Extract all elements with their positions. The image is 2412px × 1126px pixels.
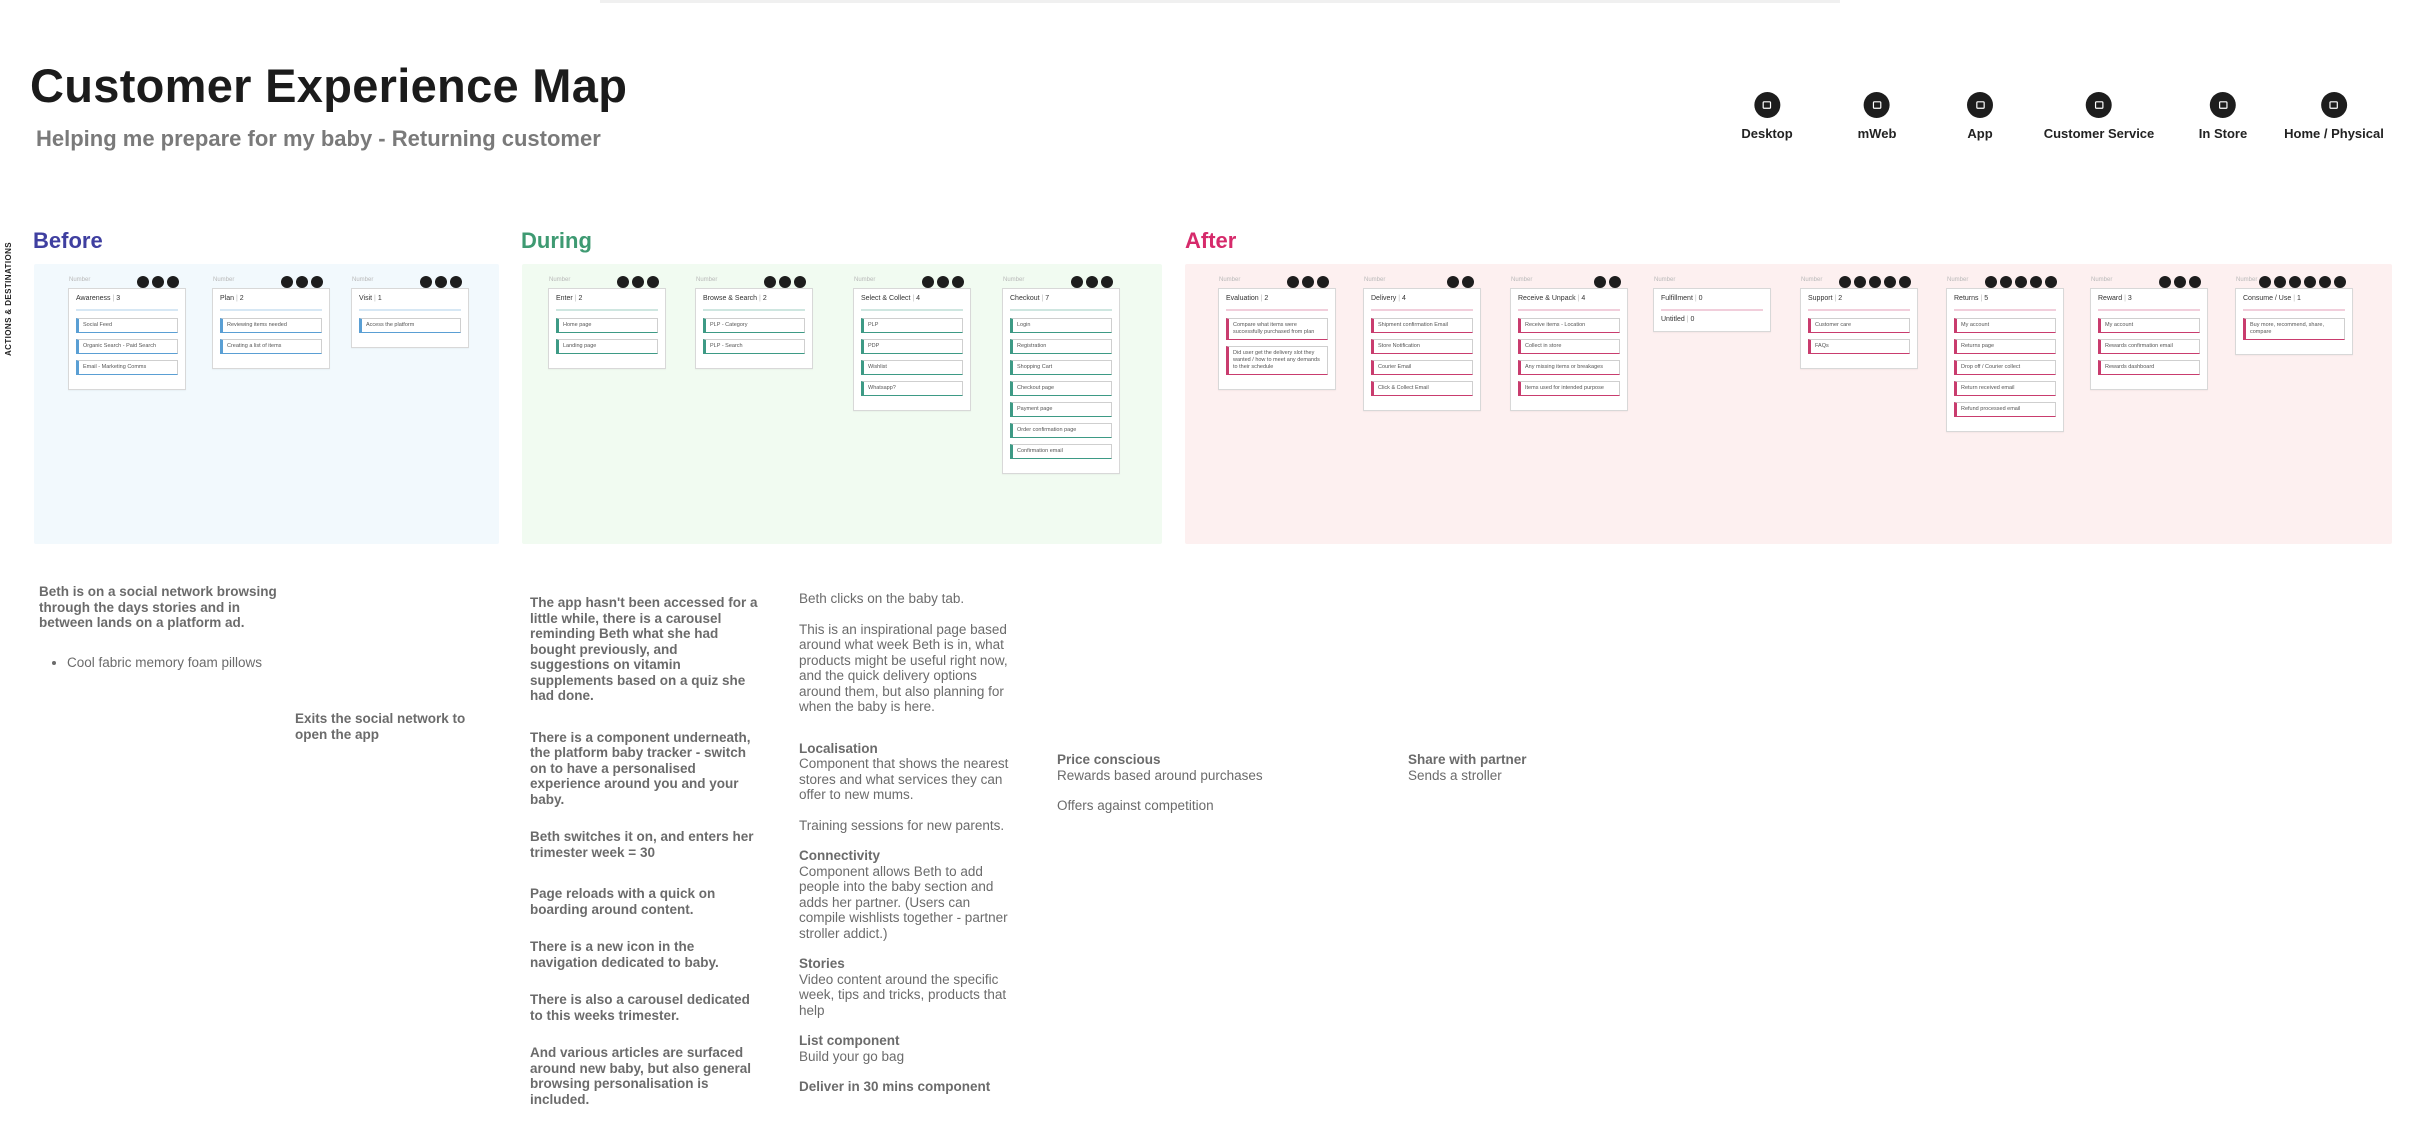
section-heading: List component: [799, 1033, 900, 1048]
channel-5: [2284, 92, 2384, 141]
before-note-list: [67, 655, 289, 671]
phone-call-icon: [2086, 92, 2112, 118]
before-note-bullet: • Cool fabric memory foam pillows: [67, 655, 289, 671]
stage-kicker: Number: [1801, 277, 1823, 283]
section-heading: Stories: [799, 956, 845, 971]
stage-count: 3: [2127, 295, 2132, 302]
channel-legend: [0, 92, 2412, 152]
stage-header: Delivery | 4: [1371, 295, 1406, 302]
stage-item[interactable]: PDP: [861, 339, 963, 354]
before-panel: [34, 264, 499, 544]
stage-name: Evaluation: [1226, 295, 1259, 302]
stage-name: Browse & Search: [703, 295, 758, 302]
after-share-note: [1408, 752, 1608, 783]
stage-channel-icons: [281, 276, 323, 288]
stage-divider: [1518, 309, 1620, 311]
stage-browse-search[interactable]: [695, 277, 813, 369]
stage-header: Browse & Search | 2: [703, 295, 767, 302]
before-exit-note: Exits the social network to open the app: [295, 711, 466, 742]
stage-channel-icons: [617, 276, 659, 288]
channel-dot-icon: [617, 276, 629, 288]
stage-name: Visit: [359, 295, 373, 302]
channel-dot-icon: [1071, 276, 1083, 288]
channel-3: [2044, 92, 2155, 141]
home-icon: [2321, 92, 2347, 118]
stage-item[interactable]: Courier Email: [1371, 360, 1473, 375]
channel-dot-icon: [2189, 276, 2201, 288]
stage-name: Select & Collect: [861, 295, 911, 302]
stage-channel-icons: [922, 276, 964, 288]
channel-dot-icon: [1854, 276, 1866, 288]
channel-dot-icon: [647, 276, 659, 288]
after-price-note: [1057, 752, 1297, 814]
channel-dot-icon: [1609, 276, 1621, 288]
stage-kicker: Number: [2236, 277, 2258, 283]
stage-item[interactable]: Payment page: [1010, 402, 1112, 417]
stage-header: Plan | 2: [220, 295, 244, 302]
section-text: Component that shows the nearest stores and what services they can offer to new mums.: [799, 756, 1009, 802]
stage-divider: [1371, 309, 1473, 311]
stage-kicker: Number: [1511, 277, 1533, 283]
stage-kicker: Number: [1364, 277, 1386, 283]
stage-kicker: Number: [1947, 277, 1969, 283]
channel-dot-icon: [1086, 276, 1098, 288]
phone-app-icon: [1967, 92, 1993, 118]
channel-dot-icon: [167, 276, 179, 288]
channel-dot-icon: [435, 276, 447, 288]
during-section: [799, 848, 1019, 941]
channel-dot-icon: [1869, 276, 1881, 288]
channel-dot-icon: [281, 276, 293, 288]
channel-dot-icon: [1447, 276, 1459, 288]
stage-header: Receive & Unpack | 4: [1518, 295, 1586, 302]
stage-count: 2: [239, 295, 244, 302]
during-intro: Beth clicks on the baby tab.: [799, 591, 965, 606]
stage-awareness[interactable]: [68, 277, 186, 390]
section-text: Component allows Beth to add people into the baby section and adds her partner. (Users can compile wishlists together - partner stroller addict.): [799, 863, 1008, 941]
phase-title-during: During: [521, 228, 592, 253]
channel-label: mWeb: [1857, 126, 1897, 141]
channel-dot-icon: [952, 276, 964, 288]
stage-enter[interactable]: [548, 277, 666, 369]
stage-item[interactable]: My account: [2098, 318, 2200, 333]
stage-item[interactable]: Returns page: [1954, 339, 2056, 354]
stage-name: Returns: [1954, 295, 1979, 302]
channel-dot-icon: [632, 276, 644, 288]
stage-header: Fulfillment | 0: [1661, 295, 1703, 302]
section-text: Video content around the specific week, tips and tricks, products that help: [799, 971, 1007, 1018]
stage-kicker: Number: [549, 277, 571, 283]
channel-dot-icon: [1462, 276, 1474, 288]
price-text-2: Offers against competition: [1057, 798, 1214, 813]
channel-dot-icon: [779, 276, 791, 288]
stage-header: Consume / Use | 1: [2243, 295, 2301, 302]
stage-divider: [220, 309, 322, 311]
during-section: [799, 818, 1019, 834]
channel-dot-icon: [296, 276, 308, 288]
mobile-web-icon: [1864, 92, 1890, 118]
during-right-notes: [799, 591, 1019, 1110]
stage-name: Receive & Unpack: [1518, 295, 1576, 302]
channel-dot-icon: [420, 276, 432, 288]
stage-header: Support | 2: [1808, 295, 1843, 302]
during-section: [799, 956, 1019, 1018]
stage-channel-icons: [2259, 276, 2346, 288]
channel-dot-icon: [2045, 276, 2057, 288]
channel-0: [1741, 92, 1792, 141]
stage-plan[interactable]: [212, 277, 330, 369]
stage-item[interactable]: Access the platform: [359, 318, 461, 333]
stage-name: Awareness: [76, 295, 111, 302]
stage-delivery[interactable]: [1363, 277, 1481, 411]
stage-item[interactable]: Home page: [556, 318, 658, 333]
channel-dot-icon: [152, 276, 164, 288]
stage-divider: [861, 309, 963, 311]
channel-dot-icon: [2304, 276, 2316, 288]
stage-item[interactable]: Did user get the delivery slot they wanted / how to meet any demands to their schedule: [1226, 346, 1328, 375]
stage-name: Reward: [2098, 295, 2123, 302]
stage-kicker: Number: [696, 277, 718, 283]
stage-channel-icons: [1071, 276, 1113, 288]
after-panel: [1185, 264, 2392, 544]
stage-support[interactable]: [1800, 277, 1918, 369]
channel-dot-icon: [2259, 276, 2271, 288]
stage-channel-icons: [764, 276, 806, 288]
stage-checkout[interactable]: [1002, 277, 1120, 474]
during-panel: [522, 264, 1162, 544]
stage-kicker: Number: [1654, 277, 1676, 283]
stage-name: Enter: [556, 295, 573, 302]
during-note-paragraph: And various articles are surfaced around new baby, but also general browsing personalisation is included.: [530, 1045, 752, 1107]
section-text: Build your go bag: [799, 1048, 905, 1064]
stage-item[interactable]: Rewards dashboard: [2098, 360, 2200, 375]
stage-count: 5: [1984, 295, 1989, 302]
channel-dot-icon: [1302, 276, 1314, 288]
channel-dot-icon: [922, 276, 934, 288]
before-note-main: Beth is on a social network browsing through the days stories and in between lands on a platform ad.: [39, 584, 277, 630]
channel-dot-icon: [1985, 276, 1997, 288]
channel-dot-icon: [2030, 276, 2042, 288]
stage-count: 1: [377, 295, 382, 302]
stage-item[interactable]: Any missing items or breakages: [1518, 360, 1620, 375]
channel-dot-icon: [764, 276, 776, 288]
stage-count: 4: [1402, 295, 1406, 302]
stage-count: 2: [578, 295, 583, 302]
channel-dot-icon: [1317, 276, 1329, 288]
stage-item[interactable]: Shopping Cart: [1010, 360, 1112, 375]
stage-item[interactable]: Return received email: [1954, 381, 2056, 396]
stage-count: 1: [2296, 295, 2301, 302]
stage-item[interactable]: Order confirmation page: [1010, 423, 1112, 438]
stage-channel-icons: [1287, 276, 1329, 288]
channel-label: Customer Service: [2043, 126, 2155, 141]
stage-header: Select & Collect | 4: [861, 295, 921, 302]
stage-count: 2: [1264, 295, 1269, 302]
channel-dot-icon: [2334, 276, 2346, 288]
stage-item[interactable]: Checkout page: [1010, 381, 1112, 396]
channel-dot-icon: [2174, 276, 2186, 288]
stage-kicker: Number: [1219, 277, 1241, 283]
stage-item[interactable]: Shipment confirmation Email: [1371, 318, 1473, 333]
stage-item[interactable]: FAQs: [1808, 339, 1910, 354]
stage-item[interactable]: My account: [1954, 318, 2056, 333]
stage-item[interactable]: Compare what items were successfully purchased from plan: [1226, 318, 1328, 340]
stage-kicker: Number: [854, 277, 876, 283]
during-note-paragraph: Page reloads with a quick on boarding around content.: [530, 886, 716, 917]
stage-divider: [1010, 309, 1112, 311]
channel-dot-icon: [137, 276, 149, 288]
page-title: Customer Experience Map: [30, 59, 628, 112]
stage-consume-use[interactable]: [2235, 277, 2353, 355]
stage-item[interactable]: Receive items - Location: [1518, 318, 1620, 333]
page-subtitle: Helping me prepare for my baby - Returning customer: [36, 126, 601, 151]
during-note-paragraph: Beth switches it on, and enters her trimester week = 30: [530, 829, 754, 860]
stage-item[interactable]: Collect in store: [1518, 339, 1620, 354]
channel-dot-icon: [794, 276, 806, 288]
stage-channel-icons: [1447, 276, 1474, 288]
during-note-paragraph: There is also a carousel dedicated to this weeks trimester.: [530, 992, 750, 1023]
stage-divider: [1661, 309, 1763, 311]
stage-count: 3: [116, 295, 121, 302]
before-note: [39, 584, 289, 670]
stage-item[interactable]: Social Feed: [76, 318, 178, 333]
stage-item[interactable]: Rewards confirmation email: [2098, 339, 2200, 354]
stage-header: Enter | 2: [556, 295, 583, 302]
channel-dot-icon: [2319, 276, 2331, 288]
stage-item[interactable]: Email - Marketing Comms: [76, 360, 178, 375]
phase-title-before: Before: [33, 228, 103, 253]
stage-divider: [2098, 309, 2200, 311]
stage-item[interactable]: Login: [1010, 318, 1112, 333]
stage-item[interactable]: Organic Search - Paid Search: [76, 339, 178, 354]
stage-header: Reward | 3: [2098, 295, 2132, 302]
channel-dot-icon: [2015, 276, 2027, 288]
extra-count: 0: [1690, 316, 1695, 323]
stage-item[interactable]: Store Notification: [1371, 339, 1473, 354]
stage-count: 7: [1045, 295, 1050, 302]
channel-dot-icon: [1899, 276, 1911, 288]
channel-label: App: [1967, 126, 1993, 141]
stage-item[interactable]: PLP: [861, 318, 963, 333]
stage-item[interactable]: Refund processed email: [1954, 402, 2056, 417]
stage-item[interactable]: Confirmation email: [1010, 444, 1112, 459]
stage-receive-unpack[interactable]: [1510, 277, 1628, 411]
stage-kicker: Number: [1003, 277, 1025, 283]
channel-dot-icon: [1101, 276, 1113, 288]
section-heading: Deliver in 30 mins component: [799, 1079, 991, 1094]
during-description: This is an inspirational page based around what week Beth is in, what products might be useful right now, and the quick delivery options around them, but also planning for when the baby is here.: [799, 621, 1008, 714]
stage-name: Fulfillment: [1661, 295, 1693, 302]
stage-name: Plan: [220, 295, 235, 302]
stage-count: 4: [1581, 295, 1586, 302]
channel-label: Home / Physical: [2284, 126, 2384, 141]
phase-title-after: After: [1185, 228, 1237, 253]
channel-4: [2199, 92, 2247, 141]
channel-dot-icon: [2274, 276, 2286, 288]
stage-item[interactable]: Creating a list of items: [220, 339, 322, 354]
stage-divider: [1954, 309, 2056, 311]
top-divider: [600, 0, 1840, 3]
stage-header: Visit | 1: [359, 295, 382, 302]
channel-2: [1967, 92, 1993, 141]
channel-dot-icon: [1839, 276, 1851, 288]
channel-dot-icon: [1287, 276, 1299, 288]
store-icon: [2210, 92, 2236, 118]
channel-1: [1858, 92, 1897, 141]
stage-header: Returns | 5: [1954, 295, 1989, 302]
desktop-icon: [1754, 92, 1780, 118]
stage-item[interactable]: Drop off / Courier collect: [1954, 360, 2056, 375]
stage-name: Consume / Use: [2243, 295, 2292, 302]
share-heading: Share with partner: [1408, 752, 1527, 767]
stage-divider: [556, 309, 658, 311]
stage-item[interactable]: PLP - Category: [703, 318, 805, 333]
channel-dot-icon: [1594, 276, 1606, 288]
stage-fulfillment[interactable]: [1653, 277, 1771, 332]
share-text: Sends a stroller: [1408, 767, 1502, 783]
stage-channel-icons: [1985, 276, 2057, 288]
price-text: Rewards based around purchases: [1057, 767, 1263, 783]
during-note-paragraph: There is a new icon in the navigation dedicated to baby.: [530, 939, 719, 970]
channel-dot-icon: [450, 276, 462, 288]
stage-item[interactable]: Customer care: [1808, 318, 1910, 333]
stage-kicker: Number: [213, 277, 235, 283]
stage-channel-icons: [2159, 276, 2201, 288]
stage-count: 2: [1838, 295, 1843, 302]
during-section: [799, 1033, 1019, 1064]
stage-item[interactable]: Reviewing items needed: [220, 318, 322, 333]
stage-item[interactable]: Buy more, recommend, share, compare: [2243, 318, 2345, 340]
stage-count: 0: [1698, 295, 1703, 302]
stage-divider: [359, 309, 461, 311]
channel-dot-icon: [311, 276, 323, 288]
section-heading: Connectivity: [799, 848, 881, 863]
stage-kicker: Number: [352, 277, 374, 283]
stage-header: Evaluation | 2: [1226, 295, 1269, 302]
channel-dot-icon: [2289, 276, 2301, 288]
during-note-paragraph: There is a component underneath, the platform baby tracker - switch on to have a personalised experience around you and your baby.: [530, 729, 751, 807]
stage-channel-icons: [137, 276, 179, 288]
during-section: [799, 1079, 1019, 1095]
channel-dot-icon: [937, 276, 949, 288]
stage-kicker: Number: [2091, 277, 2113, 283]
stage-reward[interactable]: [2090, 277, 2208, 390]
stage-extra: Untitled | 0: [1661, 316, 1695, 323]
stage-item[interactable]: Registration: [1010, 339, 1112, 354]
stage-divider: [2243, 309, 2345, 311]
stage-divider: [1226, 309, 1328, 311]
channel-label: In Store: [2198, 126, 2248, 141]
stage-count: 4: [916, 295, 921, 302]
stage-name: Support: [1808, 295, 1833, 302]
stage-count: 2: [762, 295, 767, 302]
stage-item[interactable]: PLP - Search: [703, 339, 805, 354]
stage-divider: [703, 309, 805, 311]
section-text: Training sessions for new parents.: [799, 817, 1005, 833]
during-note-paragraph: The app hasn't been accessed for a little while, there is a carousel reminding Beth what she had bought previously, and suggestions on vitamin supplements based on a quiz she had done.: [530, 595, 758, 703]
channel-dot-icon: [2000, 276, 2012, 288]
during-section: [799, 741, 1019, 803]
price-heading: Price conscious: [1057, 752, 1161, 767]
during-left-notes: [530, 595, 760, 1107]
stage-evaluation[interactable]: [1218, 277, 1336, 390]
stage-kicker: Number: [69, 277, 91, 283]
stage-item[interactable]: Landing page: [556, 339, 658, 354]
stage-divider: [1808, 309, 1910, 311]
stage-item[interactable]: Click & Collect Email: [1371, 381, 1473, 396]
stage-divider: [76, 309, 178, 311]
stage-header: Awareness | 3: [76, 295, 121, 302]
stage-item[interactable]: Wishlist: [861, 360, 963, 375]
stage-header: Checkout | 7: [1010, 295, 1050, 302]
stage-item[interactable]: Items used for intended purpose: [1518, 381, 1620, 396]
channel-dot-icon: [2159, 276, 2171, 288]
extra-name: Untitled: [1661, 316, 1685, 323]
stage-channel-icons: [1594, 276, 1621, 288]
stage-channel-icons: [420, 276, 462, 288]
stage-channel-icons: [1839, 276, 1911, 288]
stage-visit[interactable]: [351, 277, 469, 348]
stage-item[interactable]: Whatsapp?: [861, 381, 963, 396]
side-label: ACTIONS & DESTINATIONS: [4, 242, 13, 356]
stage-returns[interactable]: [1946, 277, 2064, 432]
channel-label: Desktop: [1741, 126, 1793, 141]
stage-select-collect[interactable]: [853, 277, 971, 411]
stage-name: Checkout: [1010, 295, 1040, 302]
section-heading: Localisation: [799, 740, 878, 756]
stage-name: Delivery: [1371, 295, 1397, 302]
channel-dot-icon: [1884, 276, 1896, 288]
